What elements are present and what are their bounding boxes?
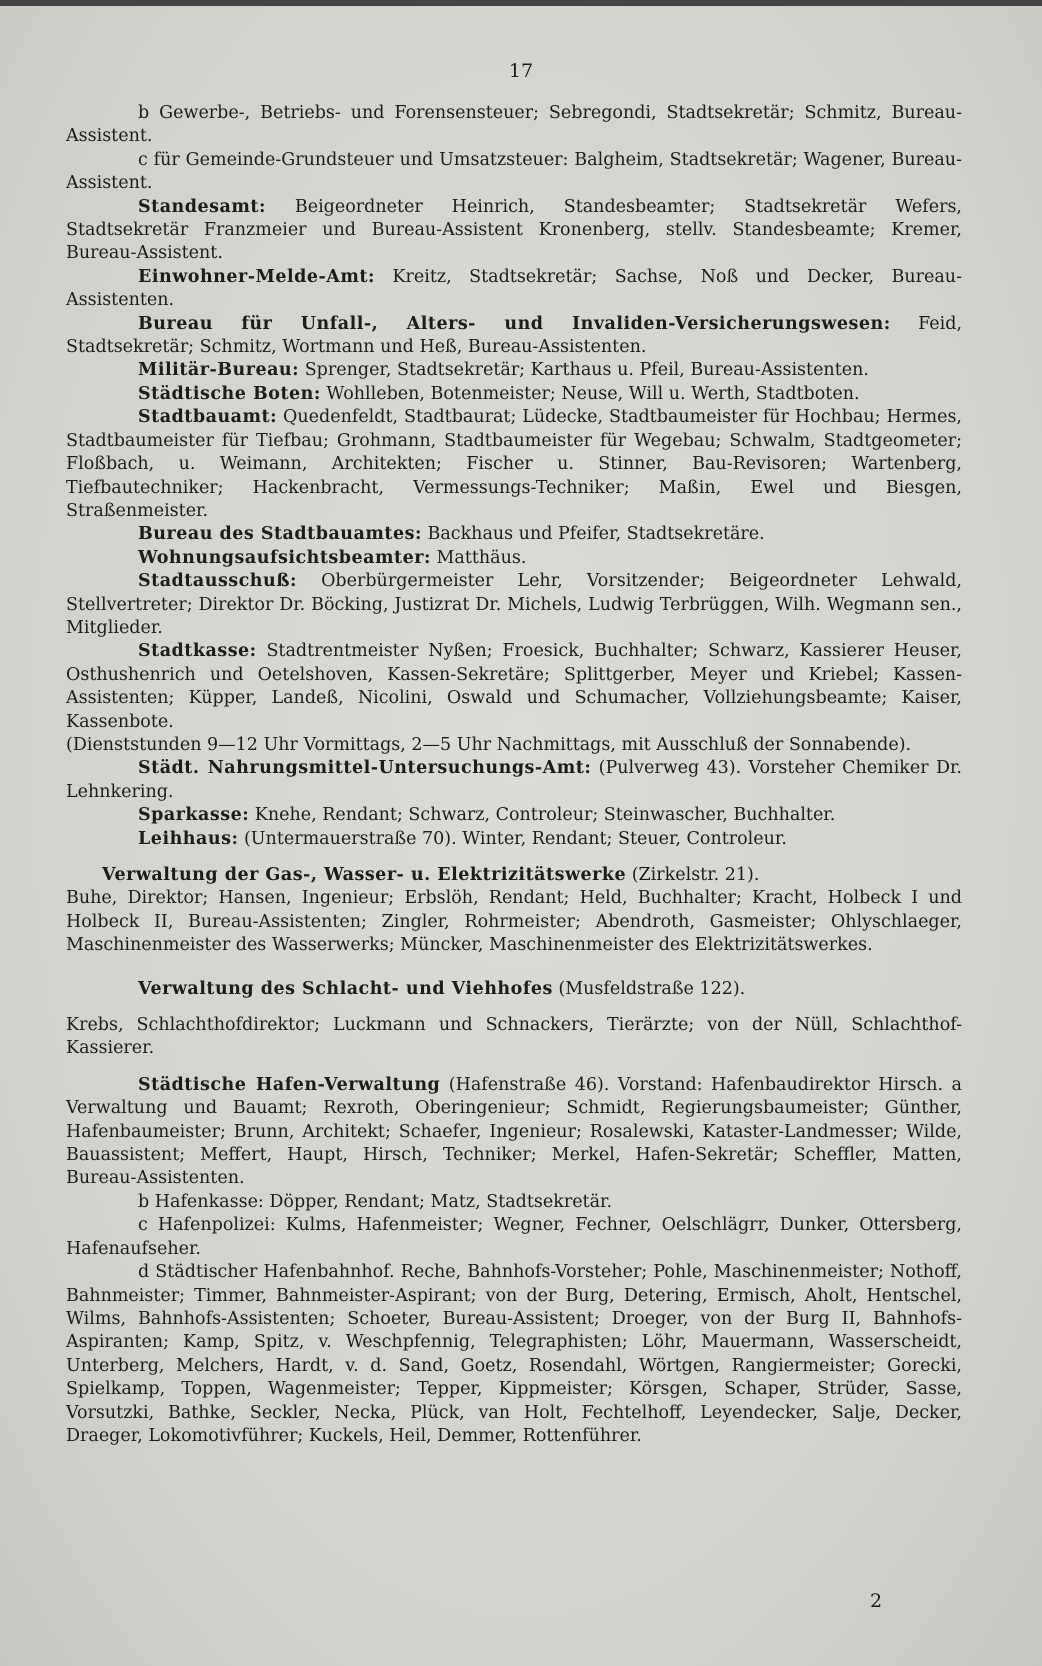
paragraph-body: Krebs, Schlachthofdirektor; Luckmann und Schnackers, Tierärzte; von der Nüll, Schlachthof-Kassierer. [66, 1015, 962, 1059]
paragraph [66, 570, 962, 640]
section-heading: Verwaltung des Schlacht- und Viehhofes [138, 978, 553, 999]
paragraph-body: d Städtischer Hafenbahnhof. Reche, Bahnhofs-Vorsteher; Pohle, Maschinenmeister; Nothoff, Bahnmeister; Timmer, Bahnmeister-Aspirant; von der Burg, Detering, Ermisch, Aholt, Hentschel, Wilms, Bahnhofs-Assistenten; Schoeter, Bureau-Assistent; Droeger, von der Burg II, Bahnhofs-Aspiranten; Kamp, Spitz, v. Weschpfennig, Telegraphisten; Löhr, Mauermann, Wasserscheidt, Unterberg, Melchers, Hardt, v. d. Sand, Goetz, Rosendahl, Wörtgen, Rangiermeister; Gorecki, Spielkamp, Toppen, Wagenmeister; Tepper, Kippmeister; Körsgen, Schaper, Strüder, Sasse, Vorsutzki, Bathke, Seckler, Necka, Plück, van Holt, Fechtelhoff, Leyendecker, Salje, Decker, Draeger, Lokomotivführer; Kuckels, Heil, Demmer, Rottenführer. [66, 1262, 962, 1446]
paragraph-body: Sprenger, Stadtsekretär; Karthaus u. Pfeil, Bureau-Assistenten. [299, 360, 869, 381]
section-heading: Städtische Hafen-Verwaltung [138, 1074, 441, 1095]
paragraph [66, 887, 962, 957]
section-heading: Städt. Nahrungsmittel-Untersuchungs-Amt: [138, 758, 592, 779]
paragraph-body: (Dienststunden 9—12 Uhr Vormittags, 2—5 Uhr Nachmittags, mit Ausschluß der Sonnabende). [66, 734, 912, 755]
paragraph [66, 1074, 962, 1191]
paragraph-body: Feid, Stadtsekretär; Schmitz, Wortmann und Heß, Bureau-Assistenten. [66, 313, 963, 358]
paragraph [66, 1261, 962, 1448]
paragraph-body: b Gewerbe-, Betriebs- und Forensensteuer; Sebregondi, Stadtsekretär; Schmitz, Bureau-Assistent. [66, 103, 962, 147]
section-heading: Wohnungsaufsichtsbeamter: [138, 547, 431, 568]
paragraph [66, 313, 962, 360]
paragraph-body: (Hafenstraße 46). Vorstand: Hafenbaudirektor Hirsch. a Verwaltung und Bauamt; Rexroth, Oberingenieur; Schmidt, Regierungsbaumeister; Günther, Hafenbaumeister; Brunn, Architekt; Schaefer, Ingenieur; Rosalewski, Kataster-Landmesser; Wilde, Bauassistent; Meffert, Haupt, Hirsch, Techniker; Merkel, Hafen-Sekretär; Scheffler, Matten, Bureau-Assistenten. [66, 1074, 962, 1189]
page-number: 17 [508, 60, 534, 82]
paragraph-body: Oberbürgermeister Lehr, Vorsitzender; Beigeordneter Lehwald, Stellvertreter; Direktor Dr. Böcking, Justizrat Dr. Michels, Ludwig Terbrüggen, Wilh. Wegmann sen., Mitglieder. [66, 571, 962, 638]
section-heading: Sparkasse: [138, 805, 250, 826]
paragraph-body: c für Gemeinde-Grundsteuer und Umsatzsteuer: Balgheim, Stadtsekretär; Wagener, Bureau-Assistent. [66, 149, 962, 194]
paragraph [66, 828, 962, 851]
paragraph-body: Beigeordneter Heinrich, Standesbeamter; Stadtsekretär Wefers, Stadtsekretär Franzmeier und Bureau-Assistent Kronenberg, stellv. Standesbeamte; Kremer, Bureau-Assistent. [66, 196, 962, 264]
section-heading: Bureau des Stadtbauamtes: [138, 524, 422, 545]
paragraph-body: Wohlleben, Botenmeister; Neuse, Will u. Werth, Stadtboten. [320, 383, 860, 404]
paragraph [66, 102, 962, 149]
paragraph-body: (Untermauerstraße 70). Winter, Rendant; Steuer, Controleur. [238, 828, 787, 849]
section-heading: Verwaltung der Gas-, Wasser- u. Elektrizitätswerke [102, 865, 627, 885]
paragraph [66, 359, 962, 382]
paragraph-body: Kreitz, Stadtsekretär; Sachse, Noß und Decker, Bureau-Assistenten. [66, 266, 962, 311]
section-heading: Stadtausschuß: [138, 571, 298, 592]
signature-mark: 2 [870, 1590, 883, 1612]
section-heading: Standesamt: [138, 196, 266, 217]
paragraph [66, 1191, 962, 1214]
paragraph-body: Stadtrentmeister Nyßen; Froesick, Buchhalter; Schwarz, Kassierer Heuser, Osthushenrich und Oetelshoven, Kassen-Sekretäre; Splittgerber, Meyer und Kriebel; Kassen-Assistenten; Küpper, Landeß, Nicolini, Oswald und Schumacher, Vollziehungsbeamte; Kaiser, Kassenbote. [66, 641, 962, 732]
paragraph [66, 149, 962, 196]
paragraph-body: Buhe, Direktor; Hansen, Ingenieur; Erbslöh, Rendant; Held, Buchhalter; Kracht, Holbeck I und Holbeck II, Bureau-Assistenten; Zingler, Rohrmeister; Abendroth, Gasmeister; Ohlyschlaeger, Maschinenmeister des Wasserwerks; Müncker, Maschinenmeister des Elektrizitätswerkes. [66, 888, 962, 956]
paragraph [66, 383, 962, 406]
paragraph-body: Quedenfeldt, Stadtbaurat; Lüdecke, Stadtbaumeister für Hochbau; Hermes, Stadtbaumeister für Tiefbau; Grohmann, Stadtbaumeister für Wegebau; Schwalm, Stadtgeometer; Floßbach, u. Weimann, Architekten; Fischer u. Stinner, Bau-Revisoren; Wartenberg, Tiefbautechniker; Hackenbracht, Vermessungs-Techniker; Maßin, Ewel und Biesgen, Straßenmeister. [66, 407, 962, 521]
section-heading: Einwohner-Melde-Amt: [138, 266, 375, 287]
paragraph [66, 523, 962, 546]
paragraph-body: (Zirkelstr. 21). [626, 865, 760, 885]
paragraph [66, 978, 962, 1001]
paragraph [66, 640, 962, 734]
section-heading: Stadtbauamt: [138, 407, 278, 428]
paragraph [66, 196, 962, 266]
paragraph-body: (Pulverweg 43). Vorsteher Chemiker Dr. Lehnkering. [66, 758, 962, 802]
paragraph [66, 734, 962, 757]
paragraph [66, 864, 962, 887]
top-edge-line [0, 0, 1042, 6]
paragraph-body: (Musfeldstraße 122). [552, 978, 746, 999]
paragraph-body: b Hafenkasse: Döpper, Rendant; Matz, Stadtsekretär. [138, 1191, 613, 1212]
paragraph-body: Knehe, Rendant; Schwarz, Controleur; Steinwascher, Buchhalter. [249, 805, 836, 826]
paragraph [66, 1014, 962, 1061]
section-heading: Militär-Bureau: [138, 360, 300, 381]
section-heading: Stadtkasse: [138, 641, 257, 662]
paragraph [66, 547, 962, 570]
page-body [66, 102, 962, 1448]
paragraph [66, 804, 962, 827]
paragraph-body: Matthäus. [430, 547, 527, 568]
section-heading: Städtische Boten: [138, 383, 321, 404]
paragraph-body: Backhaus und Pfeifer, Stadtsekretäre. [421, 524, 765, 545]
section-heading: Leihhaus: [138, 828, 239, 849]
paragraph-body: c Hafenpolizei: Kulms, Hafenmeister; Wegner, Fechner, Oelschlägrr, Dunker, Ottersberg, Hafenaufseher. [66, 1215, 962, 1259]
paragraph [66, 266, 962, 313]
section-heading: Bureau für Unfall-, Alters- und Invaliden-Versicherungswesen: [138, 313, 891, 334]
paragraph [66, 406, 962, 523]
paragraph [66, 757, 962, 804]
paragraph [66, 1214, 962, 1261]
